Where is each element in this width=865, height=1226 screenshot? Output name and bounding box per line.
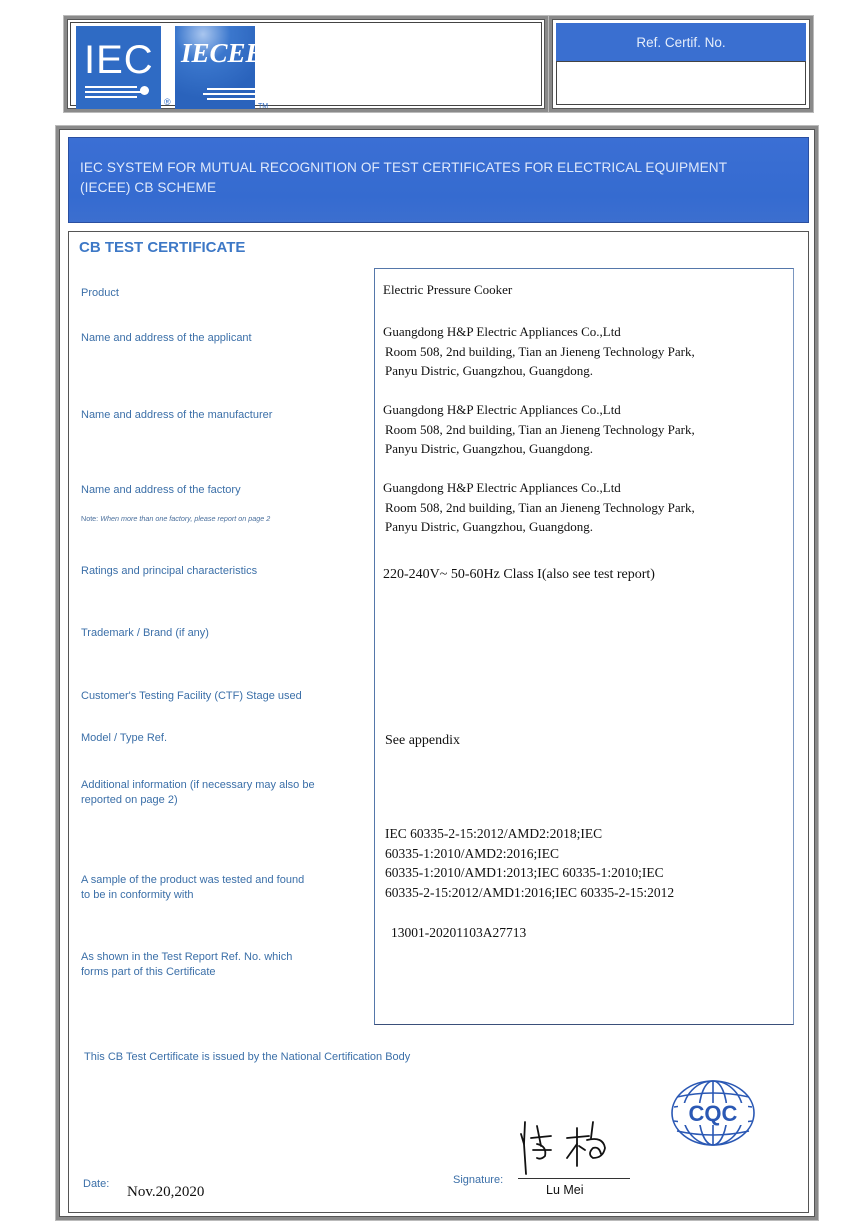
scheme-banner-text — [80, 158, 796, 198]
value-manufacturer — [383, 400, 695, 459]
value-test-report-ref: 13001-20201103A27713 — [391, 925, 527, 940]
handwritten-signature-icon — [507, 1114, 617, 1180]
label-product: Product — [81, 287, 119, 299]
signature-line — [518, 1178, 630, 1179]
ref-certif-label: Ref. Certif. No. — [556, 23, 806, 61]
applicant-line: Room 508, 2nd building, Tian an Jieneng Technology Park, — [385, 343, 695, 359]
manufacturer-line: Guangdong H&P Electric Appliances Co.,Ltd — [383, 402, 621, 417]
iec-logo — [76, 26, 161, 109]
value-conformity-standards — [385, 824, 674, 902]
label-conformity-line-1: A sample of the product was tested and found — [81, 874, 305, 886]
factory-line: Guangdong H&P Electric Appliances Co.,Ltd — [383, 480, 621, 495]
standard-line: 60335-2-15:2012/AMD1:2016;IEC 60335-2-15:2012 — [385, 884, 675, 900]
factory-line: Room 508, 2nd building, Tian an Jieneng Technology Park, — [385, 499, 695, 515]
ref-certif-panel — [549, 16, 813, 112]
label-ratings: Ratings and principal characteristics — [81, 565, 258, 577]
iec-logo-line — [85, 96, 137, 98]
label-conformity-line-2: to be in conformity with — [81, 889, 194, 901]
iecee-logo-line — [203, 93, 255, 95]
label-test-report-line-2: forms part of this Certificate — [81, 966, 216, 978]
iecee-logo-line — [207, 88, 255, 90]
value-ratings: 220-240V~ 50-60Hz Class I(also see test report) — [383, 567, 655, 582]
ref-certif-value — [556, 61, 806, 105]
iecee-logo-text: IECEE — [181, 38, 264, 68]
applicant-line: Panyu Distric, Guangzhou, Guangdong. — [385, 363, 593, 379]
label-factory: Name and address of the factory — [81, 484, 241, 496]
factory-note-prefix: Note: — [81, 514, 99, 523]
iecee-logo — [175, 26, 264, 109]
factory-line: Panyu Distric, Guangzhou, Guangdong. — [385, 519, 593, 535]
label-test-report — [81, 950, 292, 980]
standard-line: 60335-1:2010/AMD2:2016;IEC — [385, 845, 559, 861]
iecee-logo-line — [207, 98, 255, 100]
iec-logo-line — [85, 91, 143, 93]
factory-note — [81, 511, 270, 526]
cqc-seal-icon — [670, 1079, 756, 1147]
iec-logo-dot — [140, 86, 149, 95]
label-additional-info — [81, 778, 315, 808]
manufacturer-line: Panyu Distric, Guangzhou, Guangdong. — [385, 441, 593, 457]
label-conformity — [81, 873, 304, 903]
scheme-banner-line-1: IEC SYSTEM FOR MUTUAL RECOGNITION OF TEST CERTIFICATES FOR ELECTRICAL EQUIPMENT — [80, 160, 728, 175]
label-additional-info-line-1: Additional information (if necessary may also be — [81, 779, 315, 791]
certificate-content — [68, 231, 809, 1213]
manufacturer-line: Room 508, 2nd building, Tian an Jieneng Technology Park, — [385, 421, 695, 437]
logo-panel — [64, 16, 548, 112]
value-applicant — [383, 322, 695, 381]
certificate-title: CB TEST CERTIFICATE — [79, 239, 246, 256]
standard-line: 60335-1:2010/AMD1:2013;IEC 60335-1:2010;IEC — [385, 865, 664, 880]
trademark-mark: TM — [258, 103, 269, 110]
value-model: See appendix — [385, 733, 461, 748]
label-model: Model / Type Ref. — [81, 732, 168, 744]
label-manufacturer: Name and address of the manufacturer — [81, 409, 273, 421]
issued-by-statement: This CB Test Certificate is issued by the National Certification Body — [84, 1051, 411, 1063]
value-product: Electric Pressure Cooker — [383, 282, 513, 297]
date-value: Nov.20,2020 — [127, 1184, 205, 1200]
svg-text:CQC: CQC — [688, 1101, 738, 1126]
label-ctf: Customer's Testing Facility (CTF) Stage used — [81, 690, 302, 702]
iec-logo-text: IEC — [84, 38, 154, 82]
registered-mark: ® — [164, 97, 171, 107]
standard-line: IEC 60335-2-15:2012/AMD2:2018;IEC — [385, 826, 603, 841]
value-factory — [383, 478, 695, 537]
label-additional-info-line-2: reported on page 2) — [81, 794, 178, 806]
label-test-report-line-1: As shown in the Test Report Ref. No. which — [81, 951, 293, 963]
label-trademark: Trademark / Brand (if any) — [81, 627, 209, 639]
scheme-banner — [68, 137, 809, 223]
values-box — [374, 268, 794, 1025]
scheme-banner-line-2: (IECEE) CB SCHEME — [80, 180, 217, 195]
certificate-body — [56, 126, 818, 1220]
signatory-name: Lu Mei — [546, 1183, 584, 1197]
applicant-line: Guangdong H&P Electric Appliances Co.,Ltd — [383, 324, 621, 339]
signature-label: Signature: — [453, 1174, 504, 1186]
factory-note-text: When more than one factory, please report on page 2 — [100, 514, 271, 523]
date-label: Date: — [83, 1178, 110, 1190]
iec-logo-line — [85, 86, 137, 88]
label-applicant: Name and address of the applicant — [81, 332, 252, 344]
